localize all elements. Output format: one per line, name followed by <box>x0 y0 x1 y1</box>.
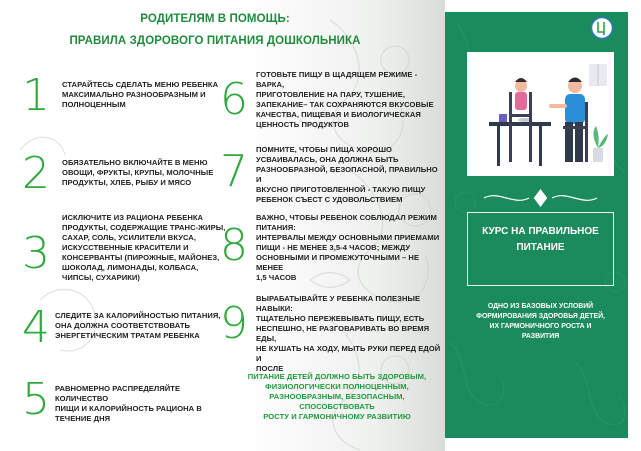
course-title-line: КУРС НА ПРАВИЛЬНОЕ <box>482 226 599 237</box>
rule-8-line: ИНТЕРВАЛЫ МЕЖДУ ОСНОВНЫМИ ПРИЕМАМИ <box>256 233 440 242</box>
summary-text <box>232 372 442 422</box>
rule-6-line: КАЧЕСТВА, ПИЩЕВАЯ И БИОЛОГИЧЕСКАЯ <box>256 110 421 119</box>
rule-text-9 <box>256 294 441 374</box>
course-description <box>467 302 614 342</box>
rule-7-line: РЕБЕНОК СЪЕСТ С УДОВОЛЬСТВИЕМ <box>256 195 403 204</box>
rule-6-line: ПРИГОТОВЛЕНИЕ НА ПАРУ, ТУШЕНИЕ, <box>256 90 406 99</box>
rule-3-line: КОНСЕРВАНТЫ (ПИРОЖНЫЕ, МАЙОНЕЗ, <box>62 253 220 262</box>
rule-9-line: ПОСЛЕ <box>256 364 284 373</box>
course-panel <box>445 12 628 438</box>
rule-9-line: ВЫРАБАТЫВАЙТЕ У РЕБЕНКА ПОЛЕЗНЫЕ НАВЫКИ: <box>256 294 421 313</box>
summary-line: РОСТУ И ГАРМОНИЧНОМУ РАЗВИТИЮ <box>263 412 411 421</box>
rule-4-line: СЛЕДИТЕ ЗА КАЛОРИЙНОСТЬЮ ПИТАНИЯ, <box>55 311 221 320</box>
rule-1-line: СТАРАЙТЕСЬ СДЕЛАТЬ МЕНЮ РЕБЕНКА <box>62 80 219 89</box>
rule-9-line: НЕ КУШАТЬ НА ХОДУ, МЫТЬ РУКИ ПЕРЕД ЕДОЙ И <box>256 344 441 363</box>
rule-6-line: ГОТОВЬТЕ ПИЩУ В ЩАДЯЩЕМ РЕЖИМЕ - ВАРКА, <box>256 70 418 89</box>
rule-4-line: ЭНЕРГЕТИЧЕСКИМ ТРАТАМ РЕБЕНКА <box>55 331 200 340</box>
rule-number-8: 8 <box>220 220 248 271</box>
rule-1-line: МАКСИМАЛЬНО РАЗНООБРАЗНЫМ И <box>62 90 206 99</box>
course-description-line: РАЗВИТИЯ <box>521 333 560 340</box>
course-description-line: ИХ ГАРМОНИЧНОГО РОСТА И <box>489 323 592 330</box>
rule-1-line: ПОЛНОЦЕННЫМ <box>62 100 126 109</box>
cgie-logo-icon <box>590 16 614 40</box>
rule-8-line: ПИТАНИЯ: <box>256 223 296 232</box>
rule-number-1: 1 <box>22 70 50 121</box>
poster-title-line1: РОДИТЕЛЯМ В ПОМОЩЬ: <box>140 13 290 25</box>
rule-number-2: 2 <box>22 148 50 199</box>
rule-3-line: ШОКОЛАД, ЛИМОНАДЫ, КОЛБАСА, <box>62 263 199 272</box>
rule-3-line: САХАР, СОЛЬ, УСИЛИТЕЛИ ВКУСА, <box>62 233 197 242</box>
course-description-line: ФОРМИРОВАНИЯ ЗДОРОВЬЯ ДЕТЕЙ, <box>476 313 605 320</box>
rule-2-line: ОБЯЗАТЕЛЬНО ВКЛЮЧАЙТЕ В МЕНЮ <box>62 158 208 167</box>
rule-number-4: 4 <box>22 302 50 353</box>
rule-3-line: ПРОДУКТЫ, СОДЕРЖАЩИЕ ТРАНС-ЖИРЫ, <box>62 223 226 232</box>
rule-text-4 <box>55 311 235 341</box>
rule-text-6 <box>256 70 441 130</box>
rule-6-line: ЗАПЕКАНИЕ– ТАК СОХРАНЯЮТСЯ ВКУСОВЫЕ <box>256 100 434 109</box>
rule-text-7 <box>256 145 441 205</box>
rule-number-3: 3 <box>22 228 50 279</box>
rule-number-9: 9 <box>220 298 248 349</box>
rule-3-line: ЧИПСЫ, СУХАРИКИ) <box>62 273 140 282</box>
rule-8-line: ОСНОВНЫМИ И ПРОМЕЖУТОЧНЫМИ – НЕ МЕНЕЕ <box>256 253 420 272</box>
rule-5-line: ТЕЧЕНИЕ ДНЯ <box>55 414 111 423</box>
rule-number-7: 7 <box>220 146 248 197</box>
parent-feeding-child-illustration <box>467 52 614 176</box>
rule-text-3 <box>62 213 232 283</box>
rule-4-line: ОНА ДОЛЖНА СООТВЕТСТВОВАТЬ <box>55 321 191 330</box>
rule-3-line: ИСКУССТВЕННЫЕ КРАСИТЕЛИ И <box>62 243 189 252</box>
rule-6-line: ЦЕННОСТЬ ПРОДУКТОВ <box>256 120 350 129</box>
rule-5-line: ПИЩИ И КАЛОРИЙНОСТЬ РАЦИОНА В <box>55 404 202 413</box>
rule-8-line: ПИЩИ - НЕ МЕНЕЕ 3,5-4 ЧАСОВ; МЕЖДУ <box>256 243 411 252</box>
poster-title-line2: ПРАВИЛА ЗДОРОВОГО ПИТАНИЯ ДОШКОЛЬНИКА <box>69 35 361 47</box>
rule-7-line: ВКУСНО ПРИГОТОВЛЕННОЙ - ТАКУЮ ПИЩУ <box>256 185 426 194</box>
rule-text-2 <box>62 158 232 188</box>
rule-8-line: ВАЖНО, ЧТОБЫ РЕБЕНОК СОБЛЮДАЛ РЕЖИМ <box>256 213 437 222</box>
summary-line: ФИЗИОЛОГИЧЕСКИ ПОЛНОЦЕННЫМ, <box>265 382 409 391</box>
rule-number-6: 6 <box>220 74 248 125</box>
summary-line: РАЗНООБРАЗНЫМ, БЕЗОПАСНЫМ, СПОСОБСТВОВАТЬ <box>269 392 405 411</box>
rule-text-5 <box>55 384 235 424</box>
rule-text-8 <box>256 213 441 283</box>
rule-text-1 <box>62 80 232 110</box>
rule-number-5: 5 <box>22 374 50 425</box>
rule-5-line: РАВНОМЕРНО РАСПРЕДЕЛЯЙТЕ КОЛИЧЕСТВО <box>55 384 181 403</box>
rule-7-line: УСВАИВАЛАСЬ, ОНА ДОЛЖНА БЫТЬ <box>256 155 399 164</box>
rule-7-line: РАЗНООБРАЗНОЙ, БЕЗОПАСНОЙ, ПРАВИЛЬНО И <box>256 165 438 184</box>
rule-2-line: ОВОЩИ, ФРУКТЫ, КРУПЫ, МОЛОЧНЫЕ <box>62 168 214 177</box>
illustration-frame <box>467 52 614 176</box>
course-title <box>467 224 614 256</box>
rule-2-line: ПРОДУКТЫ, ХЛЕБ, РЫБУ И МЯСО <box>62 178 192 187</box>
rule-9-line: НЕСПЕШНО, НЕ РАЗГОВАРИВАТЬ ВО ВРЕМЯ ЕДЫ, <box>256 324 430 343</box>
rule-3-line: ИСКЛЮЧИТЕ ИЗ РАЦИОНА РЕБЕНКА <box>62 213 204 222</box>
divider-ornament <box>479 188 602 208</box>
summary-line: ПИТАНИЕ ДЕТЕЙ ДОЛЖНО БЫТЬ ЗДОРОВЫМ, <box>247 372 427 381</box>
course-title-line: ПИТАНИЕ <box>516 242 565 253</box>
course-description-line: ОДНО ИЗ БАЗОВЫХ УСЛОВИЙ <box>487 303 594 310</box>
rule-7-line: ПОМНИТЕ, ЧТОБЫ ПИЩА ХОРОШО <box>256 145 392 154</box>
rule-9-line: ТЩАТЕЛЬНО ПЕРЕЖЕВЫВАТЬ ПИЩУ, ЕСТЬ <box>256 314 425 323</box>
rule-8-line: 1,5 ЧАСОВ <box>256 273 297 282</box>
